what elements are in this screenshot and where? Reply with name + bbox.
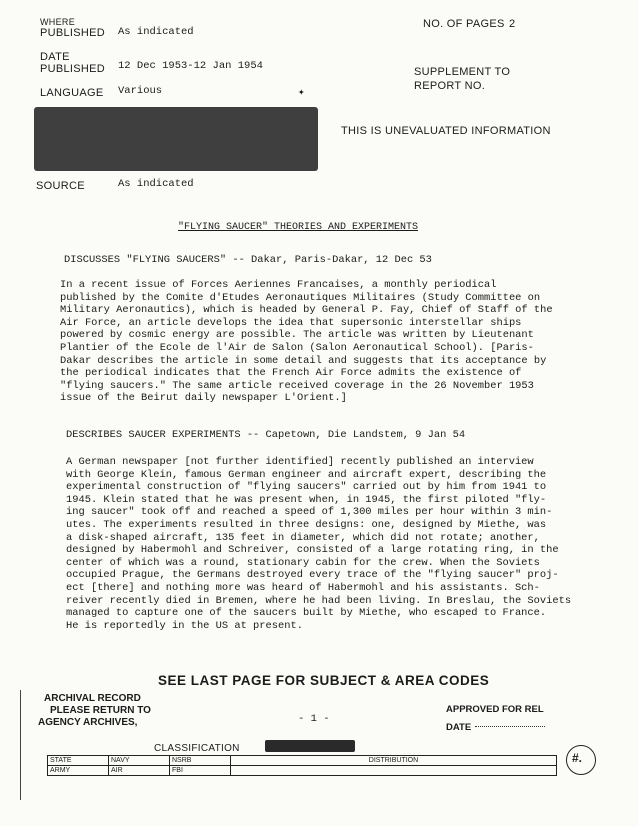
source-label: SOURCE [36, 180, 85, 192]
unevaluated-notice: THIS IS UNEVALUATED INFORMATION [341, 125, 551, 137]
cell-navy: NAVY [109, 756, 170, 766]
body-line: a disk-shaped aircraft, 135 feet in diameter, which did not rotate; another, [66, 531, 540, 544]
corner-mark: #. [572, 751, 583, 765]
body-line: designed by Habermohl and Schreiver, consisted of a large rotating ring, in the [66, 544, 559, 557]
page-number: - 1 - [298, 713, 330, 725]
section2-body [66, 456, 571, 632]
scan-edge-line [20, 690, 21, 800]
cell-distribution: DISTRIBUTION [231, 756, 557, 766]
date-blank-line [475, 726, 545, 727]
where-label: WHERE [40, 17, 75, 27]
supplement-line2: REPORT NO. [414, 80, 486, 92]
date-value: 12 Dec 1953-12 Jan 1954 [118, 60, 263, 72]
pages-value: 2 [509, 18, 516, 30]
body-line: with George Klein, famous German engineer and aircraft expert, describing the [66, 468, 547, 481]
cell-state: STATE [48, 756, 109, 766]
cell-army: ARMY [48, 766, 109, 776]
body-line: A German newspaper [not further identified] recently published an interview [66, 456, 534, 468]
cell-empty [231, 766, 557, 776]
pages-label: NO. OF PAGES [423, 18, 505, 30]
archival-line2: PLEASE RETURN TO [50, 705, 151, 716]
body-line: Air Force, an article develops the idea that supersonic interstellar ships [60, 316, 522, 329]
section1-body [60, 279, 553, 405]
body-line: center of which was a round, stationary cabin for the crew. When the Soviets [66, 556, 540, 569]
body-line: 1945. Klein stated that he was present when, in 1945, the first piloted "fly- [66, 493, 547, 506]
body-line: utes. The experiments resulted in three designs: one, designed by Miethe, was [66, 518, 547, 531]
distribution-table [47, 755, 557, 776]
body-line: ect [there] and nothing more was heard of Habermohl and his assistants. Sch- [66, 581, 540, 594]
body-line: occupied Prague, the Germans destroyed every trace of the "flying saucer" proj- [66, 569, 559, 582]
archival-line3: AGENCY ARCHIVES, [38, 717, 138, 728]
date-label: DATE [40, 51, 70, 63]
approved-label: APPROVED FOR REL [446, 704, 544, 715]
redaction-block [34, 107, 318, 171]
published-value: As indicated [118, 26, 194, 38]
cell-nsrb: NSRB [170, 756, 231, 766]
body-line: ing saucer" took off and reached a speed of 1,300 miles per hour within 3 min- [66, 506, 553, 519]
body-line: He is reportedly in the US at present. [66, 619, 303, 632]
cell-fbi: FBI [170, 766, 231, 776]
body-line: powered by cosmic energy are possible. The article was written by Lieutenant [60, 329, 534, 342]
language-value: Various [118, 85, 163, 97]
cell-air: AIR [109, 766, 170, 776]
classification-label: CLASSIFICATION [154, 743, 240, 754]
arrow-mark: ✦ [298, 87, 305, 99]
body-line: the periodical indicates that the French Air Force admits the existence of [60, 367, 522, 380]
document-title: "FLYING SAUCER" THEORIES AND EXPERIMENTS [178, 222, 419, 233]
body-line: Plantier of the Ecole de l'Air de Salon (Salon Aeronautical School). [Paris- [60, 341, 534, 354]
body-line: "flying saucers." The same article received coverage in the 26 November 1953 [60, 379, 534, 392]
body-line: issue of the Beirut daily newspaper L'Orient.] [60, 392, 347, 405]
source-value: As indicated [118, 178, 194, 190]
see-last-page-notice: SEE LAST PAGE FOR SUBJECT & AREA CODES [158, 673, 490, 688]
date-published-label: PUBLISHED [40, 63, 106, 75]
supplement-line1: SUPPLEMENT TO [414, 66, 511, 78]
body-line: Military Aeronautics), which is headed by General P. Fay, Chief of Staff of the [60, 304, 553, 317]
classification-redaction [265, 740, 355, 752]
body-line: reiver recently died in Bremen, where he had been living. In Breslau, the Soviets [66, 594, 572, 607]
language-label: LANGUAGE [40, 87, 104, 99]
approved-date-label: DATE [446, 722, 472, 733]
published-label: PUBLISHED [40, 27, 106, 39]
body-line: experimental construction of "flying saucers" carried out by him from 1941 to [66, 481, 547, 494]
body-line: In a recent issue of Forces Aeriennes Francaises, a monthly periodical [60, 279, 497, 291]
archival-line1: ARCHIVAL RECORD [44, 693, 141, 704]
section1-heading: DISCUSSES "FLYING SAUCERS" -- Dakar, Paris-Dakar, 12 Dec 53 [64, 254, 432, 266]
body-line: managed to capture one of the saucers built by Miethe, who escaped to France. [66, 607, 547, 620]
body-line: Dakar describes the article in some detail and suggests that its acceptance by [60, 354, 547, 367]
section2-heading: DESCRIBES SAUCER EXPERIMENTS -- Capetown, Die Landstem, 9 Jan 54 [66, 429, 466, 441]
body-line: published by the Comite d'Etudes Aeronautiques Militaires (Study Committee on [60, 291, 541, 304]
